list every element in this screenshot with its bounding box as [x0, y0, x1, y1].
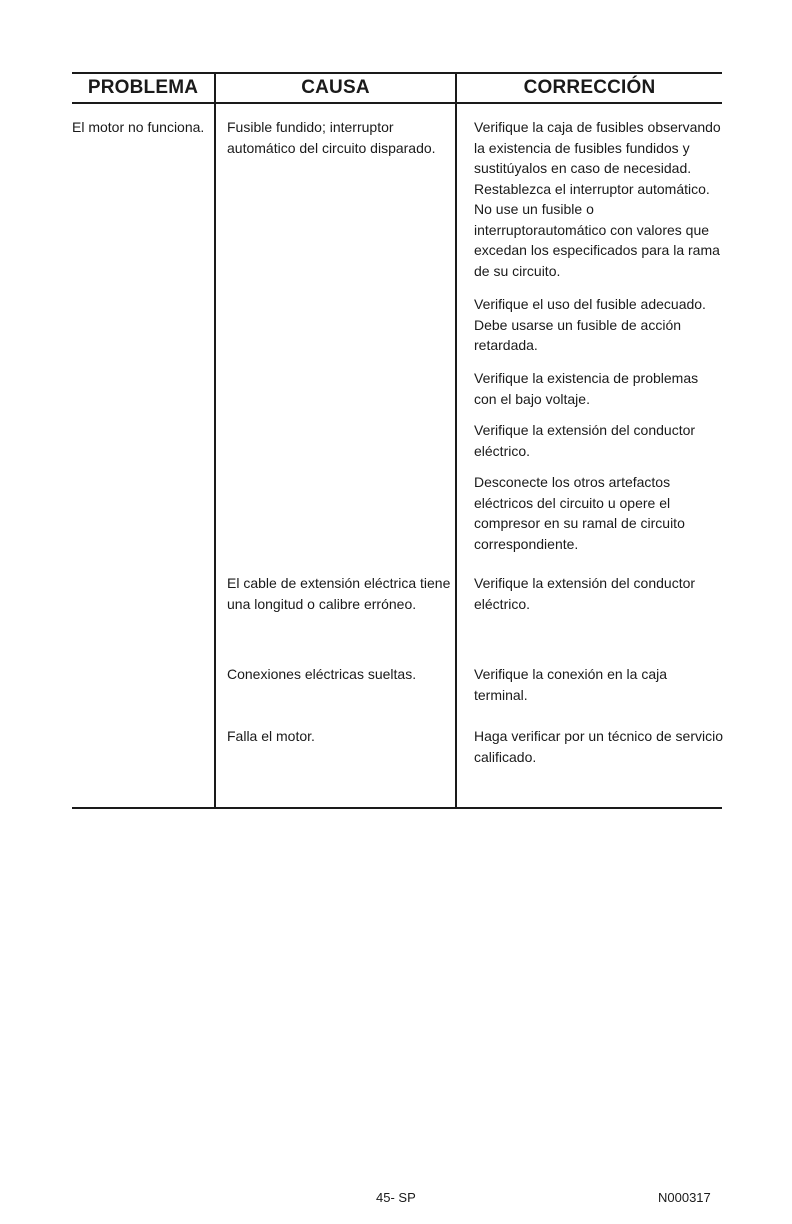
- troubleshooting-table: [72, 72, 722, 809]
- problem-text: El motor no funciona.: [72, 119, 205, 135]
- correction-item-6: Verifique la extensión del conductor eléctrico.: [474, 575, 696, 612]
- correction-item-8: Haga verificar por un técnico de servicio calificado.: [474, 728, 724, 765]
- correction-item-2: Verifique el uso del fusible adecuado. Debe usarse un fusible de acción retardada.: [474, 296, 706, 353]
- page-number: 45- SP: [376, 1190, 416, 1205]
- column-divider-1: [214, 72, 216, 809]
- header-problema: PROBLEMA: [87, 77, 199, 98]
- correction-item-1: Verifique la caja de fusibles observando la existencia de fusibles fundidos y sustitúyalos en caso de necesidad. Restablezca el interruptor automático. No use un fusible o interruptorautomático con valores que excedan los especificados para la rama de su circuito.: [474, 119, 721, 279]
- header-correccion: CORRECCIÓN: [523, 77, 656, 98]
- cause-item-2: El cable de extensión eléctrica tiene una longitud o calibre erróneo.: [227, 575, 451, 612]
- correction-item-3: Verifique la existencia de problemas con el bajo voltaje.: [474, 370, 699, 407]
- column-divider-2: [455, 72, 457, 809]
- table-top-rule: [72, 72, 722, 74]
- header-causa: CAUSA: [301, 77, 370, 98]
- cause-item-4: Falla el motor.: [227, 728, 315, 744]
- correction-item-5: Desconecte los otros artefactos eléctricos del circuito u opere el compresor en su ramal de circuito correspondiente.: [474, 474, 685, 552]
- correction-item-7: Verifique la conexión en la caja terminal.: [474, 666, 668, 703]
- document-code: N000317: [658, 1190, 711, 1205]
- cause-item-1: Fusible fundido; interruptor automático del circuito disparado.: [227, 119, 436, 156]
- table-bottom-rule: [72, 807, 722, 809]
- header-rule: [72, 102, 722, 104]
- cause-item-3: Conexiones eléctricas sueltas.: [227, 666, 417, 682]
- correction-item-4: Verifique la extensión del conductor eléctrico.: [474, 422, 696, 459]
